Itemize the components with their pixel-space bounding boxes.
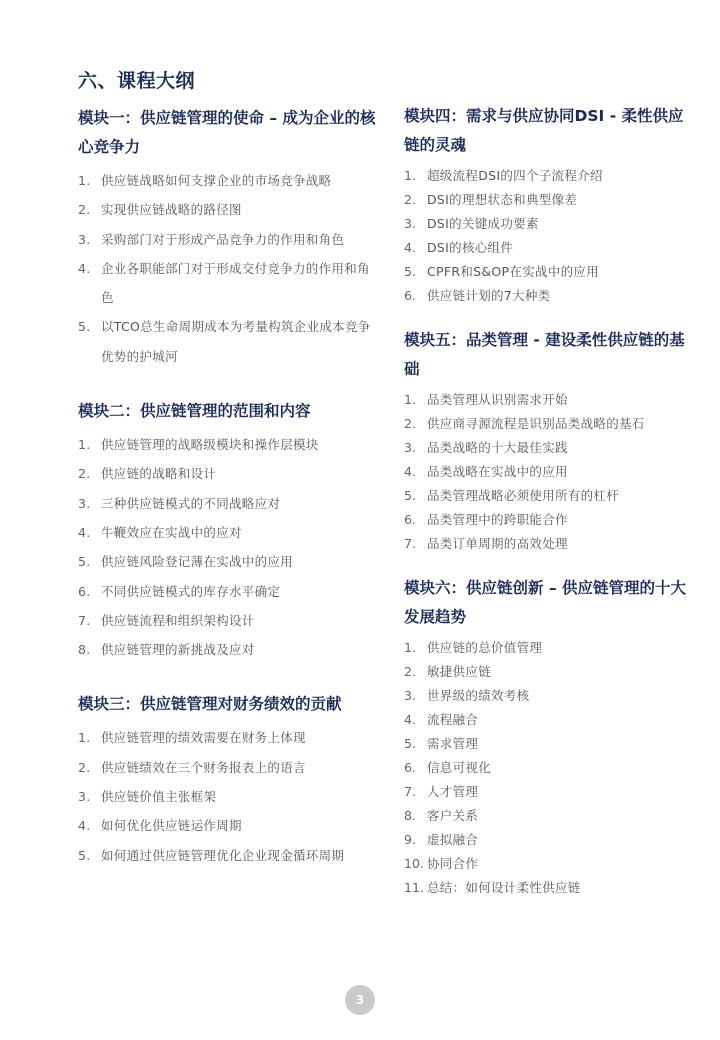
list-item: 1. 供应链的总价值管理 bbox=[404, 640, 543, 655]
section-title: 六、课程大纲 bbox=[78, 70, 196, 92]
page-number-badge: 3 bbox=[345, 985, 375, 1015]
list-item: 1. 品类管理从识别需求开始 bbox=[404, 392, 568, 407]
module-items bbox=[404, 388, 696, 556]
list-item: 3. 采购部门对于形成产品竞争力的作用和角色 bbox=[78, 231, 345, 247]
list-item: 8. 供应链管理的新挑战及应对 bbox=[78, 642, 255, 658]
list-item: 3. 三种供应链模式的不同战略应对 bbox=[78, 495, 281, 511]
module-heading: 模块五：品类管理 - 建设柔性供应链的基础 bbox=[404, 331, 685, 378]
module-items bbox=[78, 166, 378, 371]
right-column bbox=[404, 102, 696, 900]
module-items bbox=[404, 636, 696, 900]
list-item: 7. 品类订单周期的高效处理 bbox=[404, 536, 568, 551]
left-column bbox=[78, 104, 378, 870]
list-item: 1. 供应链管理的绩效需要在财务上体现 bbox=[78, 730, 306, 746]
module-heading: 模块四：需求与供应协同DSI - 柔性供应链的灵魂 bbox=[404, 107, 684, 154]
module-items bbox=[78, 723, 378, 869]
list-item: 6. 品类管理中的跨职能合作 bbox=[404, 512, 568, 527]
list-item: 2. 供应商寻源流程是识别品类战略的基石 bbox=[404, 416, 645, 431]
module-1 bbox=[78, 104, 378, 371]
list-item: 4. 如何优化供应链运作周期 bbox=[78, 818, 242, 834]
list-item: 5. 供应链风险登记薄在实战中的应用 bbox=[78, 554, 294, 570]
list-item: 9. 虚拟融合 bbox=[404, 832, 479, 847]
module-6 bbox=[404, 574, 696, 900]
list-item: 3. 世界级的绩效考核 bbox=[404, 688, 530, 703]
list-item: 4. 牛鞭效应在实战中的应对 bbox=[78, 524, 242, 540]
list-item: 4. 流程融合 bbox=[404, 712, 479, 727]
list-item: 8. 客户关系 bbox=[404, 808, 479, 823]
module-4 bbox=[404, 102, 696, 308]
list-item: 5. 品类管理战略必须使用所有的杠杆 bbox=[404, 488, 620, 503]
module-heading: 模块六：供应链创新 – 供应链管理的十大发展趋势 bbox=[404, 579, 687, 626]
module-items bbox=[404, 164, 696, 308]
list-item: 6. 供应链计划的7大种类 bbox=[404, 288, 551, 303]
module-3 bbox=[78, 690, 378, 869]
list-item: 3. DSI的关键成功要素 bbox=[404, 216, 539, 231]
list-item: 5. CPFR和S&OP在实战中的应用 bbox=[404, 264, 599, 279]
list-item: 6. 信息可视化 bbox=[404, 760, 492, 775]
list-item: 2. 实现供应链战略的路径图 bbox=[78, 202, 242, 218]
list-item: 6. 不同供应链模式的库存水平确定 bbox=[78, 583, 281, 599]
list-item: 2. DSI的理想状态和典型像差 bbox=[404, 192, 578, 207]
list-item: 2. 敏捷供应链 bbox=[404, 664, 492, 679]
module-heading: 模块三：供应链管理对财务绩效的贡献 bbox=[78, 695, 342, 714]
list-item: 4. 企业各职能部门对于形成交付竞争力的作用和角色 bbox=[78, 260, 370, 306]
module-2 bbox=[78, 397, 378, 664]
list-item: 1. 超级流程DSI的四个子流程介绍 bbox=[404, 168, 603, 183]
list-item: 11. 总结：如何设计柔性供应链 bbox=[404, 880, 581, 895]
list-item: 5. 以TCO总生命周期成本为考量构筑企业成本竞争优势的护城河 bbox=[78, 319, 371, 364]
list-item: 7. 供应链流程和组织架构设计 bbox=[78, 612, 255, 628]
module-heading: 模块一：供应链管理的使命 – 成为企业的核心竞争力 bbox=[78, 109, 376, 156]
list-item: 7. 人才管理 bbox=[404, 784, 479, 799]
list-item: 3. 品类战略的十大最佳实践 bbox=[404, 440, 568, 455]
list-item: 1. 供应链管理的战略级模块和操作层模块 bbox=[78, 437, 319, 453]
list-item: 2. 供应链的战略和设计 bbox=[78, 466, 217, 482]
list-item: 5. 需求管理 bbox=[404, 736, 479, 751]
list-item: 1. 供应链战略如何支撑企业的市场竞争战略 bbox=[78, 173, 332, 188]
list-item: 5. 如何通过供应链管理优化企业现金循环周期 bbox=[78, 847, 345, 863]
list-item: 10. 协同合作 bbox=[404, 856, 479, 871]
list-item: 4. DSI的核心组件 bbox=[404, 240, 514, 255]
list-item: 2. 供应链绩效在三个财务报表上的语言 bbox=[78, 759, 306, 775]
module-items bbox=[78, 430, 378, 664]
list-item: 4. 品类战略在实战中的应用 bbox=[404, 464, 568, 479]
module-5 bbox=[404, 326, 696, 556]
module-heading: 模块二：供应链管理的范围和内容 bbox=[78, 402, 311, 421]
list-item: 3. 供应链价值主张框架 bbox=[78, 789, 217, 805]
